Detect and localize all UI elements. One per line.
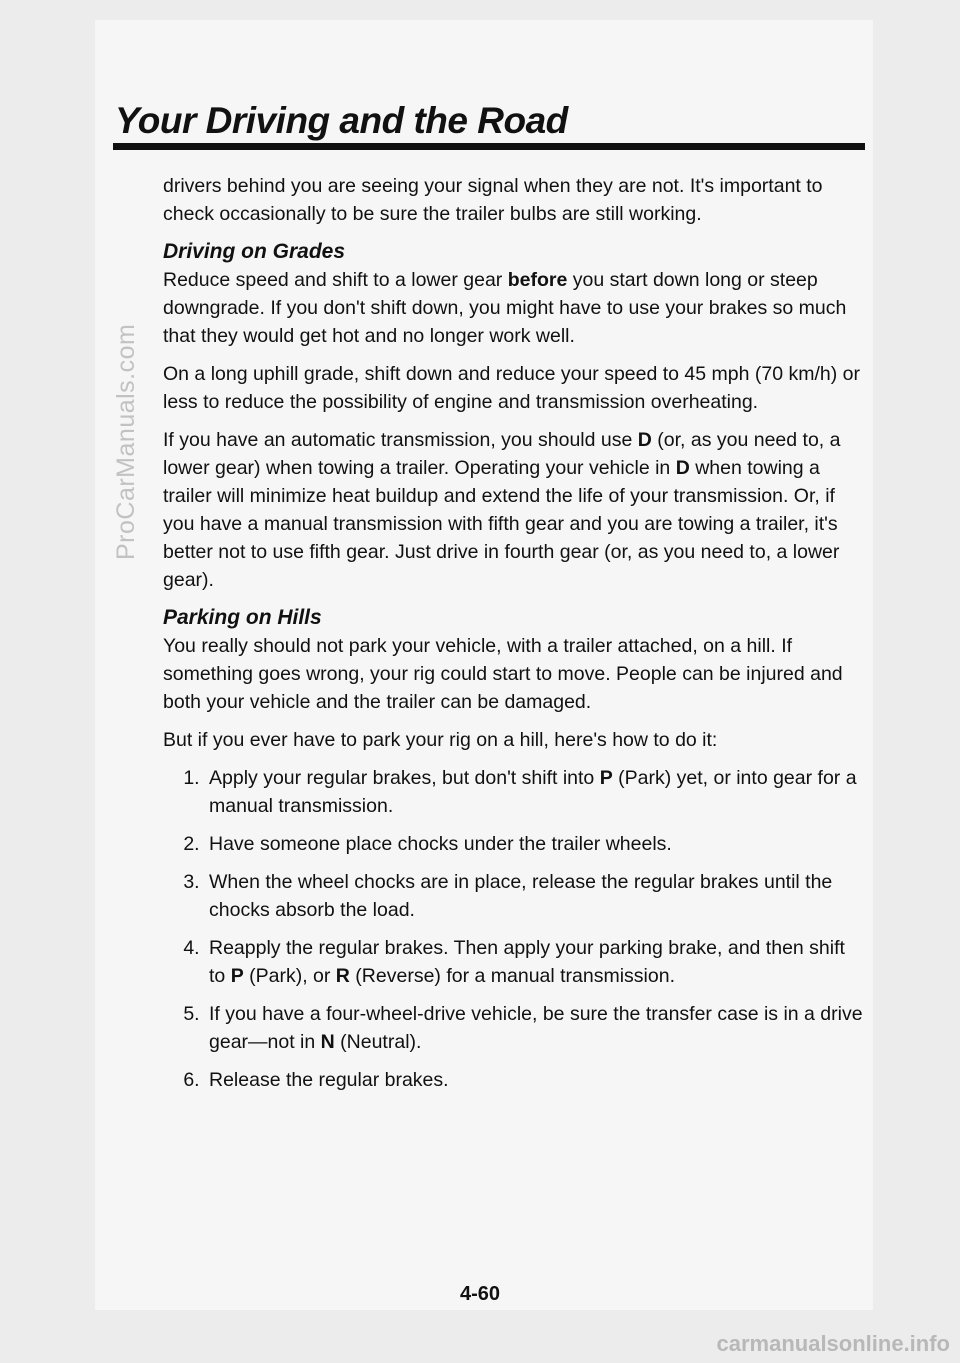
grades-paragraph-1: Reduce speed and shift to a lower gear before you start down long or steep downgrade. If you don't shift down, you might have to use your brakes so much that they would get hot and no longer work well. — [163, 269, 847, 347]
intro-paragraph: drivers behind you are seeing your signal when they are not. It's important to check occasionally to be sure the trailer bulbs are still working. — [163, 175, 823, 225]
list-item: 3. When the wheel chocks are in place, release the regular brakes until the chocks absorb the load. — [205, 868, 866, 924]
section-heading-grades: Driving on Grades — [163, 240, 346, 263]
gear-p: P — [599, 767, 613, 789]
list-item: 5. If you have a four-wheel-drive vehicle, be sure the transfer case is in a drive gear—not in N (Neutral). — [205, 1000, 866, 1056]
parking-steps-list — [163, 764, 866, 1094]
hills-paragraph-2: But if you ever have to park your rig on a hill, here's how to do it: — [163, 729, 718, 751]
grades-paragraph-2: On a long uphill grade, shift down and reduce your speed to 45 mph (70 km/h) or less to reduce the possibility of engine and transmission overheating. — [163, 363, 860, 413]
page-title: Your Driving and the Road — [115, 100, 568, 141]
page-number: 4-60 — [459, 1283, 501, 1305]
list-item: 1. Apply your regular brakes, but don't shift into P (Park) yet, or into gear for a manual transmission. — [205, 764, 866, 820]
list-item: 4. Reapply the regular brakes. Then apply your parking brake, and then shift to P (Park), or R (Reverse) for a manual transmission. — [205, 934, 866, 990]
grades-paragraph-3: If you have an automatic transmission, you should use D (or, as you need to, a lower gear) when towing a trailer. Operating your vehicle in D when towing a trailer will minimize heat buildup and extend the life of your transmission. Or, if you have a manual transmission with fifth gear and you are towing a trailer, it's better not to use fifth gear. Just drive in fourth gear (or, as you need to, a lower gear). — [163, 429, 841, 591]
list-item: 2. Have someone place chocks under the trailer wheels. — [205, 830, 866, 858]
gear-n: N — [320, 1031, 335, 1053]
gear-d: D — [675, 457, 690, 479]
gear-p: P — [230, 965, 244, 987]
footer-watermark: carmanualsonline.info — [716, 1331, 950, 1356]
main-content — [163, 172, 866, 1104]
header-rule — [113, 143, 865, 150]
section-heading-hills: Parking on Hills — [163, 606, 322, 629]
emphasis-before: before — [507, 269, 568, 291]
gear-d: D — [637, 429, 652, 451]
list-item: 6. Release the regular brakes. — [205, 1066, 866, 1094]
hills-paragraph-1: You really should not park your vehicle, with a trailer attached, on a hill. If something goes wrong, your rig could start to move. People can be injured and both your vehicle and the trailer can be damaged. — [163, 635, 843, 713]
side-watermark: ProCarManuals.com — [112, 323, 140, 560]
gear-r: R — [335, 965, 350, 987]
